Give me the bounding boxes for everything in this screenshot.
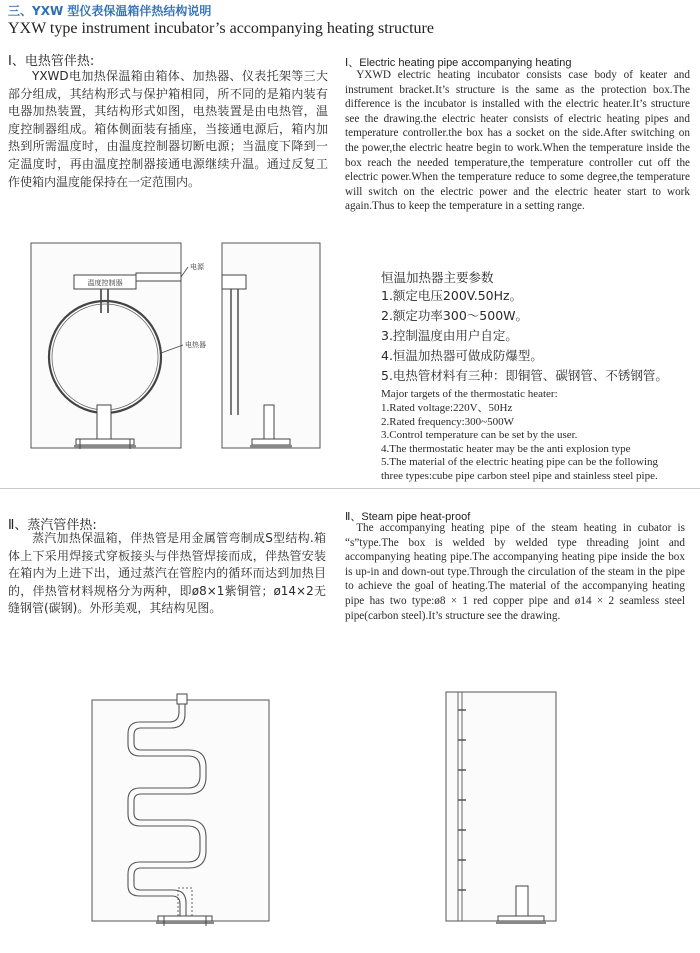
section2-title-en: Ⅱ、Steam pipe heat-proof <box>345 511 471 523</box>
power-connector <box>136 273 181 281</box>
specs-list-cn <box>381 286 668 386</box>
page-heading-cn: 三、YXW 型仪表保温箱伴热结构说明 <box>8 4 212 18</box>
section1-title-cn: Ⅰ、电热管伴热: <box>8 54 95 69</box>
heater-label: 电热器 <box>185 341 206 349</box>
spec-item-en: 1.Rated voltage:220V、50Hz <box>381 402 513 414</box>
spec-item-en: 5.The material of the electric heating pipe can be the following three types:cube pipe carbon steel pipe and stainless steel pipe. <box>381 456 659 482</box>
specs-list-en <box>381 402 681 484</box>
section2-body-en: The accompanying heating pipe of the steam heating in cubator is “s”type.The box is welded by welded type threading joint and accompanying heating pipe.The accompanying heating pipe inside the box is up-in and down-out type.Through the circulation of the steam in the pipe to achieve the goal of heating.The material of the accompanying heating pipe has two type:ø8 × 1 red copper pipe and ø14 × 2 seamless steel pipe(carbon steel).It’s structure see the drawing. <box>345 522 685 622</box>
steam-pipe-diagram <box>0 680 700 953</box>
steam-incubator-front-view <box>92 700 269 921</box>
spec-item-en: 2.Rated frequency:300~500W <box>381 415 515 428</box>
spec-item-cn: 4.恒温加热器可做成防爆型。 <box>381 348 543 363</box>
section1-body-en: YXWD electric heating incubator consists case body of keater and instrument bracket.It’s structure is the same as the protection box.The difference is the incubator is installed with the electric heater.It’s structure see the drawing.the electric heater consists of electric heating pipes and temperature controller.the box has a socket on the side.After switching on the power,the electric heatre begin to work.When the temperature inside the box reach the needed temperature,the temperature controller cut off the electric power.When the temperature reduce to some degree,the temperature will switch on the electric power and the electric heater start to work again.Thus to keep the temperature in a setting range. <box>345 69 690 213</box>
spec-item-cn: 5.电热管材料有三种：即铜管、碳钢管、不锈钢管。 <box>381 368 668 383</box>
spec-item-en: 4.The thermostatic heater may be the anti explosion type <box>381 442 631 455</box>
instrument-bracket <box>97 405 111 443</box>
controller-label: 温度控制器 <box>87 279 123 287</box>
specs-title-cn: 恒温加热器主要参数 <box>381 270 494 285</box>
page-heading-en: YXW type instrument incubator’s accompanying heating structure <box>8 20 434 37</box>
spec-item-en: 3.Control temperature can be set by the user. <box>381 429 578 442</box>
section1-title-en: Ⅰ、Electric heating pipe accompanying heating <box>345 57 572 69</box>
spec-item-cn: 2.额定功率300～500W。 <box>381 308 529 323</box>
spec-item-cn: 3.控制温度由用户自定。 <box>381 328 518 343</box>
power-label: 电源 <box>190 263 204 271</box>
section2-body-cn: 蒸汽加热保温箱，伴热管是用金属管弯制成S型结构.箱体上下采用焊接式穿板接头与伴热管焊接而成，伴热管安装在箱内为上进下出，通过蒸汽在管腔内的循环而达到加热目的，伴热管材料规格分为两种，即ø8×1紫铜管；ø14×2无缝钢管(碳钢)。外形美观，其结构见图。 <box>8 531 326 616</box>
spec-item-cn: 1.额定电压200V.50Hz。 <box>381 288 523 303</box>
section2-title-cn: Ⅱ、蒸汽管伴热: <box>8 518 97 533</box>
specs-title-en: Major targets of the thermostatic heater: <box>381 388 558 400</box>
section1-body-cn: YXWD电加热保温箱由箱体、加热器、仪表托架等三大部分组成，其结构形式与保护箱相同，所不同的是箱内装有电器加热装置，其结构形式如图，电热装置是由电热管，温度控制器组成。箱体侧面装有插座，当接通电源后，箱内加热到所需温度时，由温度控制器切断电源；当温度下降到一定温度时，再由温度控制器接通电源继续升温。通过反复工作使箱内温度能保持在一定范围内。 <box>8 69 328 189</box>
section-divider <box>0 488 700 489</box>
